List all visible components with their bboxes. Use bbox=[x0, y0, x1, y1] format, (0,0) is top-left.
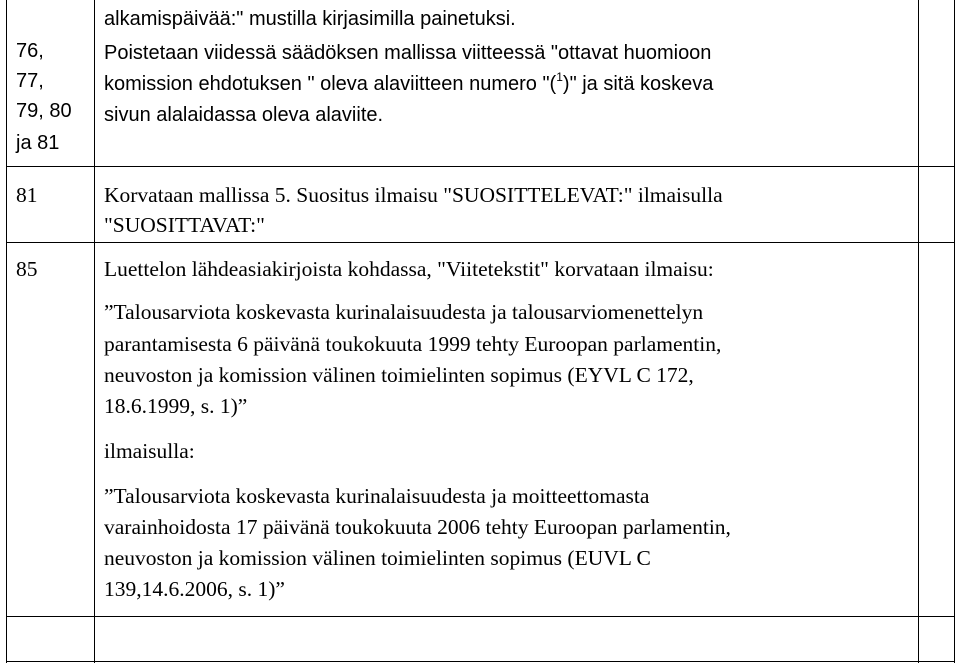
row-number: 85 bbox=[16, 257, 38, 281]
table-border-bottom bbox=[6, 661, 955, 662]
table-row-divider bbox=[6, 616, 955, 617]
quoted-text-line: parantamisesta 6 päivänä toukokuuta 1999 tehty Euroopan parlamentin, bbox=[104, 332, 722, 356]
row-text-segment: )" ja sitä koskeva bbox=[562, 73, 714, 95]
row-number-line: ja 81 bbox=[16, 132, 60, 154]
table-column-divider bbox=[94, 0, 95, 663]
row-intro-text: Luettelon lähdeasiakirjoista kohdassa, "Viitetekstit" korvataan ilmaisu: bbox=[104, 257, 714, 281]
row-number-line: 79, 80 bbox=[16, 100, 72, 122]
row-number: 81 bbox=[16, 183, 38, 207]
row-text-line: Korvataan mallissa 5. Suositus ilmaisu "SUOSITTELEVAT:" ilmaisulla bbox=[104, 183, 723, 207]
table-border-left bbox=[6, 0, 7, 663]
quoted-text-line: 18.6.1999, s. 1)” bbox=[104, 394, 248, 418]
connector-text: ilmaisulla: bbox=[104, 439, 195, 463]
quoted-text-line: ”Talousarviota koskevasta kurinalaisuudesta ja moitteettomasta bbox=[104, 484, 650, 508]
row-number-line: 77, bbox=[16, 70, 44, 92]
row-text-line: "SUOSITTAVAT:" bbox=[104, 213, 265, 237]
row-text-line: sivun alalaidassa oleva alaviite. bbox=[104, 104, 384, 126]
quoted-text-line: 139,14.6.2006, s. 1)” bbox=[104, 577, 285, 601]
quoted-text-line: neuvoston ja komission välinen toimielinten sopimus (EUVL C bbox=[104, 546, 651, 570]
table-column-divider-right bbox=[918, 0, 919, 663]
table-row-divider bbox=[6, 166, 955, 167]
row-text-segment: komission ehdotuksen " oleva alaviitteen numero "( bbox=[104, 73, 557, 95]
quoted-text-line: ”Talousarviota koskevasta kurinalaisuudesta ja talousarviomenettelyn bbox=[104, 300, 704, 324]
quoted-text-line: neuvoston ja komission välinen toimielinten sopimus (EYVL C 172, bbox=[104, 363, 694, 387]
row-text-line: Poistetaan viidessä säädöksen mallissa viitteessä "ottavat huomioon bbox=[104, 42, 712, 64]
table-border-right bbox=[954, 0, 955, 663]
row-text-line: alkamispäivää:" mustilla kirjasimilla painetuksi. bbox=[104, 8, 516, 30]
row-text-line bbox=[104, 71, 713, 97]
table-row-divider bbox=[6, 242, 955, 243]
quoted-text-line: varainhoidosta 17 päivänä toukokuuta 2006 tehty Euroopan parlamentin, bbox=[104, 515, 731, 539]
footnote-number: 1 bbox=[556, 70, 563, 84]
row-number-line: 76, bbox=[16, 40, 44, 62]
